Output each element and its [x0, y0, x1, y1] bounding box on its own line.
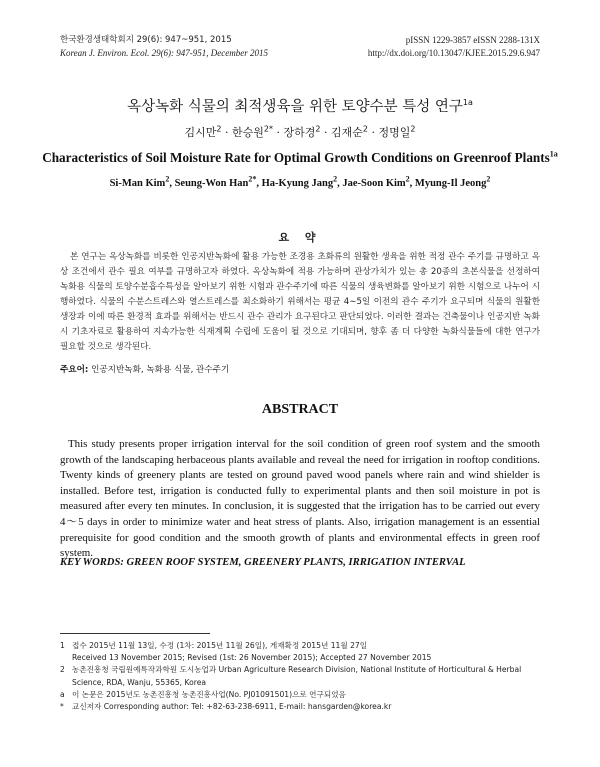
title-korean [0, 95, 600, 116]
author-en-sup: 2 [165, 174, 170, 184]
authors-english: Si-Man Kim$^2$, Seung-Won Han$^{2*}$, Ha-Kyung Jang$^2$, Jae-Soon Kim$^2$, Myung-Il Jeong$^2$ [109, 174, 491, 189]
author-ko: 김시만 [184, 126, 217, 139]
footnote-mark: * [60, 702, 64, 712]
author-ko: 한승원 [232, 126, 264, 139]
footnote-mark: a [60, 689, 65, 699]
title-english [0, 150, 600, 166]
author-en-sup: 2 [333, 174, 338, 184]
author-en: Myung-Il Jeong [414, 178, 487, 189]
footnote-text: 이 논문은 2015년도 농촌진흥청 농촌진흥사업(No. PJ01091501)으로 연구되었음 [72, 689, 346, 699]
authors-korean: 김시만$^2$ · 한승원$^{2*}$ · 장하경$^2$ · 김재순$^2$ · 정명일$^2$ [184, 124, 416, 139]
title-english-text: Characteristics of Soil Moisture Rate for Optimal Growth Conditions on Greenroof Plants [42, 150, 550, 165]
summary-heading: 요 약 [278, 231, 322, 244]
journal-header-left [60, 34, 268, 60]
title-korean-text: 옥상녹화 식물의 최적생육을 위한 토양수분 특성 연구 [127, 99, 463, 115]
author-ko: 정명일 [378, 126, 411, 139]
author-ko-sup: 2 [216, 124, 222, 134]
author-en: Si-Man Kim [109, 178, 166, 189]
footnote-divider [60, 633, 210, 634]
journal-citation-ko: 한국환경생태학회지 29(6): 947~951, 2015 [60, 35, 232, 45]
author-ko: 장하경 [283, 126, 316, 139]
abstract-body: This study presents proper irrigation interval for the soil condition of green roof system and the smooth growth of the landscaping herbaceous plants available and reveal the need for irrigation in rooftop conditions. Twenty kinds of greenery plants are tested on ground paved wood panels where rain and wind shielder is installed. Before test, irrigation is conducted fully to experimental plants and then soil moisture in pot is measured after every ten minutes. In conclusion, it is suggested that the irrigation has to be carried out every 4～5 days in order to minimize water and heat stress of plants. Also, irrigation management is an essential prerequisite for good condition and the smooth growth of plants and environmental effects in green roof system. [60, 438, 540, 560]
footnote [60, 701, 540, 713]
footnote-mark: 1 [60, 641, 65, 650]
summary-body: 본 연구는 옥상녹화를 비롯한 인공지반녹화에 활용 가능한 조경용 초화류의 원활한 생육을 위한 적정 관수 주기를 규명하고 옥상 조건에서 관수 필요 여부를 규명하고자 하였다. 옥상녹화에 적용 가능하며 관상가치가 있는 총 20종의 초본식물을 선정하여 녹화용 식물의 토양수분흡수특성을 알아보기 위한 시험과 관수주기에 따른 식물의 생육변화를 알아보기 위한 시험으로 나누어 시행하였다. 식물의 수분스트레스와 열스트레스를 최소화하기 위해서는 평균 4∼5일 이전의 관수 주기가 요구되며 식물의 원활한 생장과 이에 따른 환경적 효과를 위해서는 반드시 관수 관리가 요구된다고 판단되었다. 이러한 결과는 건축물이나 인공지반 녹화 시 기초자료로 활용하여 지속가능한 식재계획 수립에 도움이 될 것으로 기대되며, 향후 좀 더 다양한 녹화식물들에 대한 연구가 필요할 것으로 생각된다. [60, 252, 540, 352]
footnote-text: Received 13 November 2015; Revised (1st: 26 November 2015); Accepted 27 November 2015 [72, 653, 432, 663]
author-ko-sup: 2 [362, 124, 368, 134]
author-ko-sup: 2* [263, 124, 273, 134]
author-en: Seung-Won Han [174, 178, 249, 189]
keywords-korean [60, 363, 229, 375]
author-ko-sup: 2 [315, 124, 321, 134]
journal-header-right [368, 34, 540, 60]
title-korean-sup: 1a [462, 98, 473, 108]
keywords-english: KEY WORDS: GREEN ROOF SYSTEM, GREENERY PLANTS, IRRIGATION INTERVAL [60, 557, 466, 568]
author-en-sup: 2 [486, 174, 491, 184]
author-en: Jae-Soon Kim [342, 178, 406, 189]
footnote-mark: 2 [60, 665, 65, 675]
title-english-sup: 1a [549, 149, 558, 159]
author-en-sup: 2* [248, 174, 257, 184]
author-ko: 김재순 [330, 126, 363, 139]
footnote [60, 689, 540, 701]
keywords-korean-label: 주요어: [60, 365, 89, 375]
keywords-korean-text: 인공지반녹화, 녹화용 식물, 관수주기 [91, 365, 230, 375]
issn: pISSN 1229-3857 eISSN 2288-131X [405, 35, 540, 45]
footnote-text: 농촌진흥청 국립원예특작과학원 도시농업과 Urban Agriculture Research Division, National Institute of Horticultural & Herbal Science, RDA, Wanju, 55365, Korea [72, 665, 522, 687]
footnote [60, 652, 540, 664]
footnote [60, 640, 540, 652]
author-ko-sup: 2 [410, 124, 416, 134]
journal-citation-en: Korean J. Environ. Ecol. 29(6): 947-951, December 2015 [60, 48, 269, 58]
author-en: Ha-Kyung Jang [261, 178, 334, 189]
footnote-text: 접수 2015년 11월 13일, 수정 (1차: 2015년 11월 26일), 게재확정 2015년 11월 27일 [72, 641, 368, 650]
abstract-heading: ABSTRACT [261, 402, 339, 417]
footnotes [60, 640, 540, 713]
footnote [60, 664, 540, 688]
footnote-text: 교신저자 Corresponding author: Tel: +82-63-238-6911, E-mail: hansgarden@korea.kr [72, 702, 392, 712]
author-en-sup: 2 [405, 174, 410, 184]
doi-link[interactable]: http://dx.doi.org/10.13047/KJEE.2015.29.6.947 [367, 48, 540, 58]
